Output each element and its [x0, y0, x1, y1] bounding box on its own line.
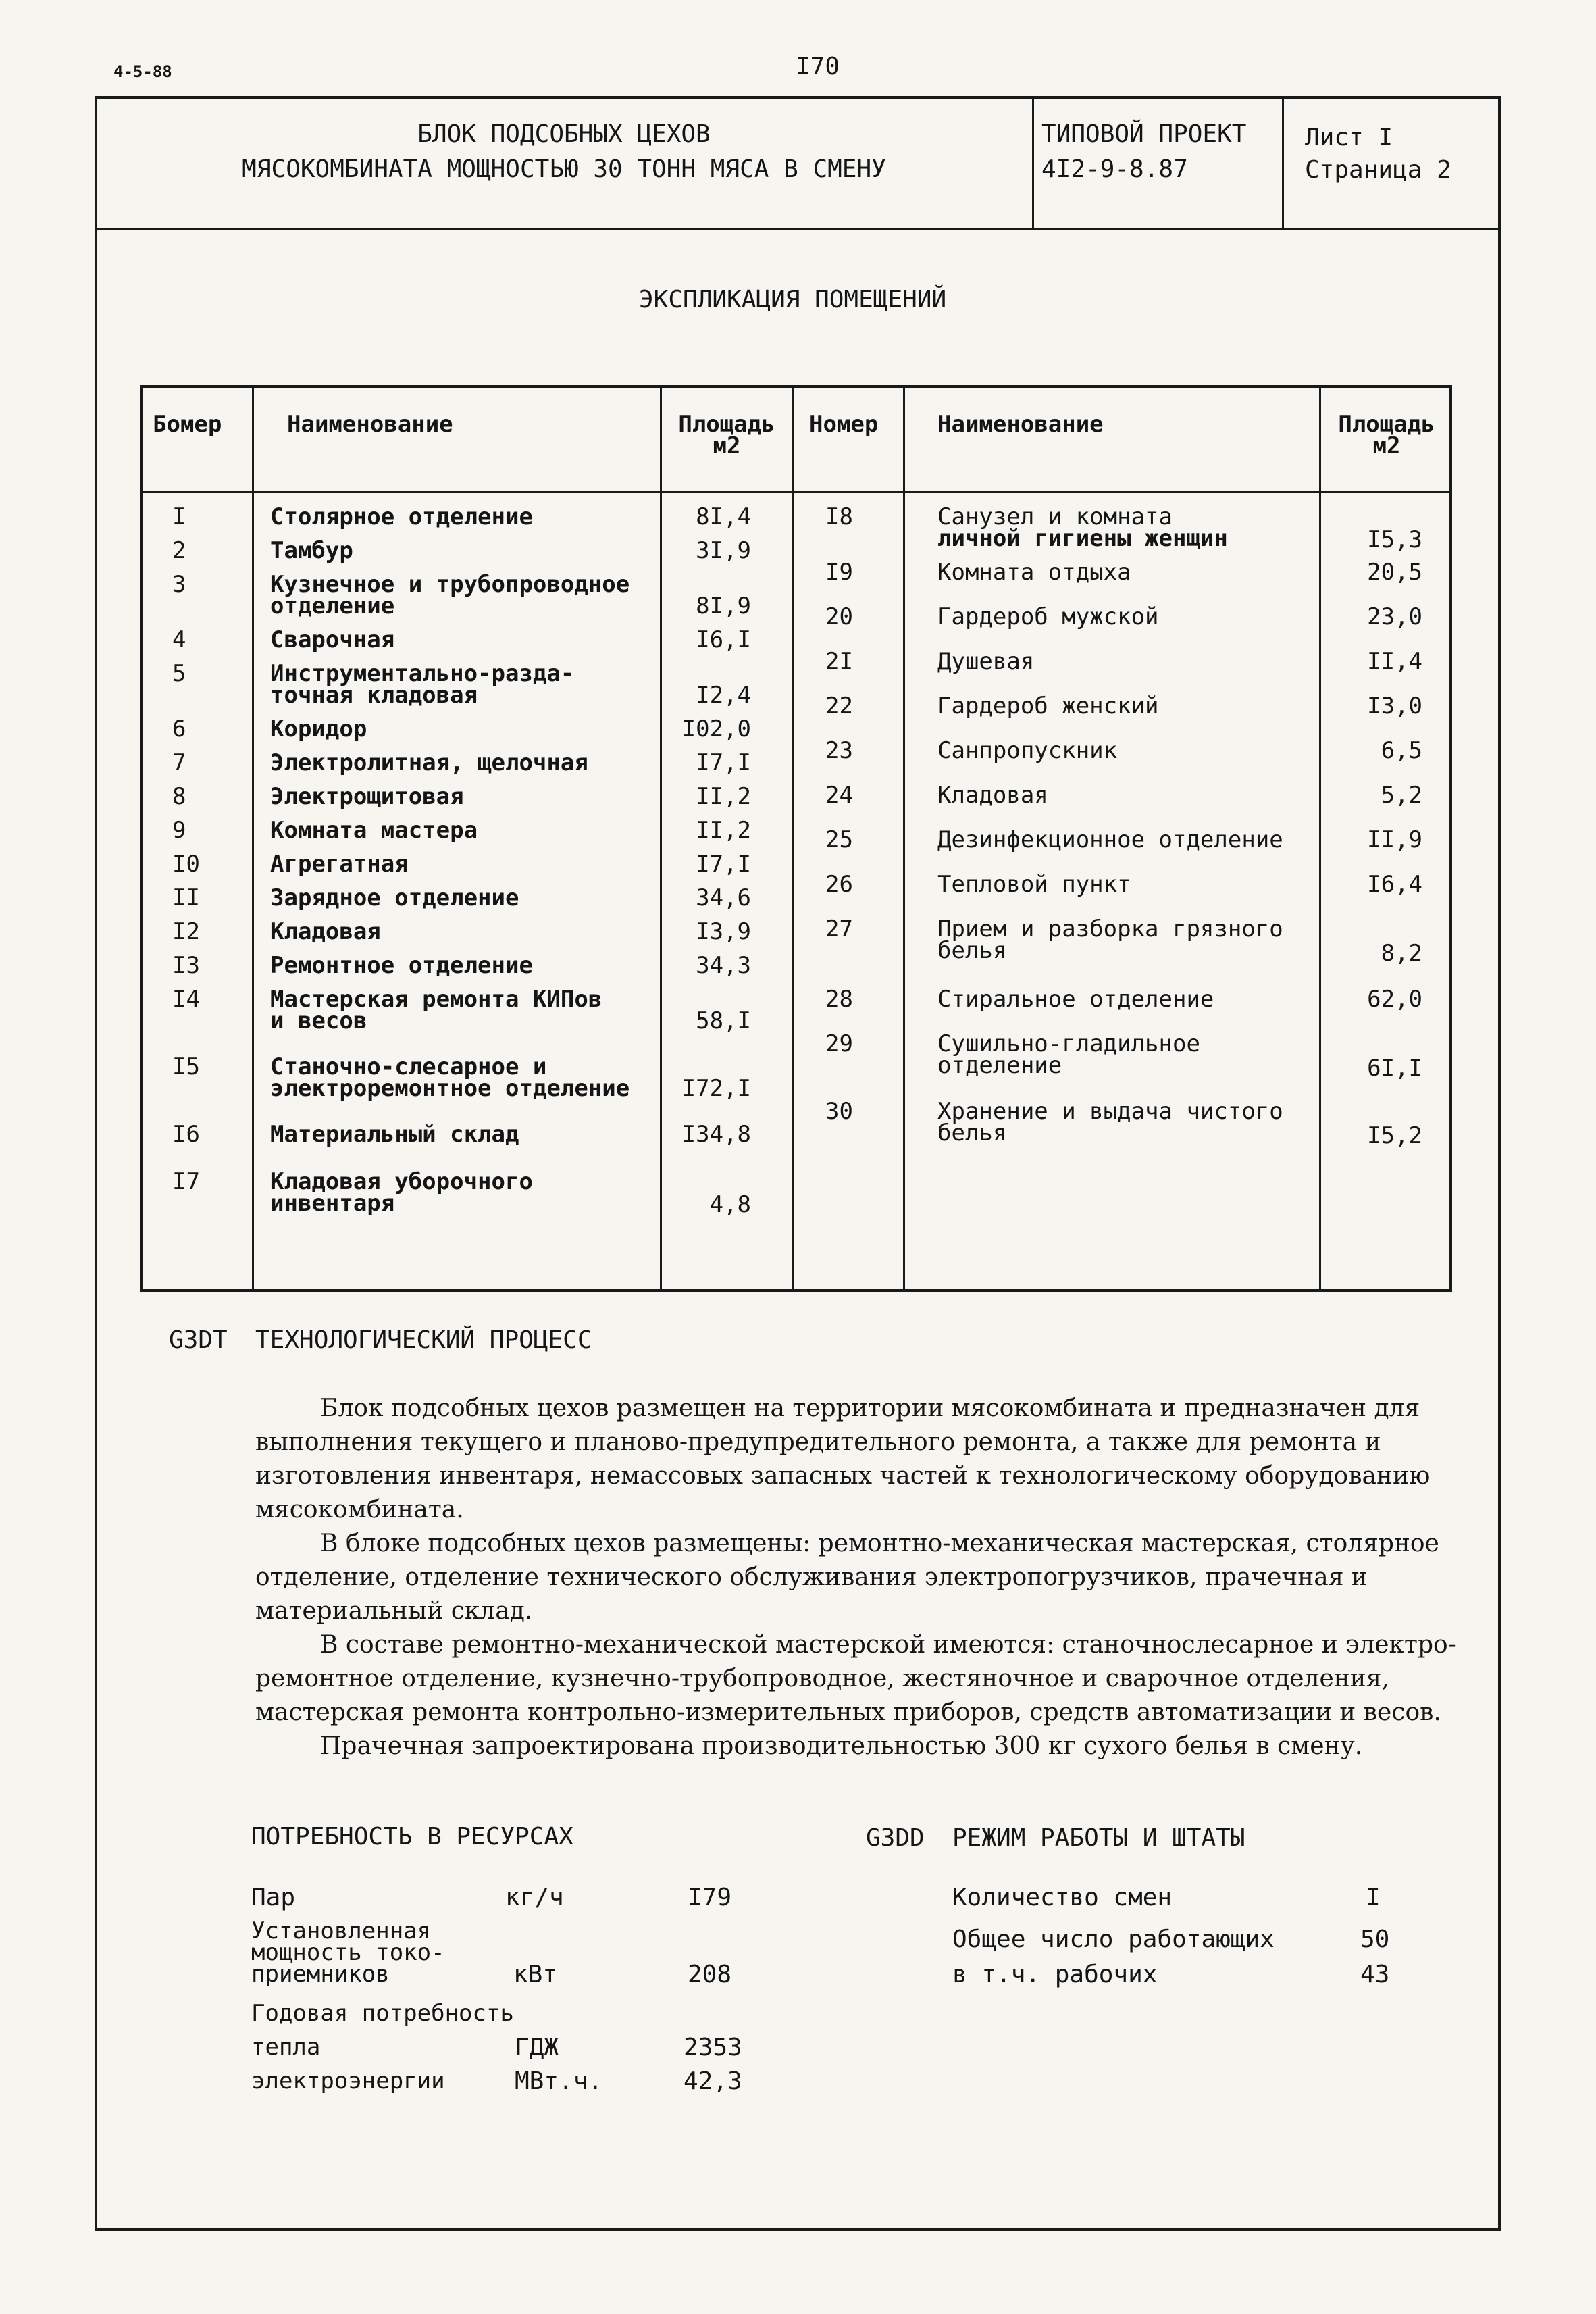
room-name: Материальный склад [270, 1121, 519, 1148]
document-code: 4-5-88 [113, 62, 172, 81]
room-area: 34,3 [696, 952, 751, 979]
room-name: электроремонтное отделение [270, 1075, 630, 1102]
header-number-left: Бомер [153, 411, 222, 438]
page-of-sheet: Страница 2 [1305, 156, 1451, 184]
resource-name: мощность токо- [251, 1939, 445, 1966]
resource-name: электроэнергии [251, 2067, 445, 2094]
room-area: 34,6 [696, 884, 751, 911]
room-number: 6 [172, 715, 186, 743]
room-name: Коридор [270, 715, 367, 743]
room-area: I3,0 [1367, 693, 1422, 720]
text-line: Прачечная запроектирована производительностью 300 кг сухого белья в смену. [320, 1732, 1363, 1760]
room-number: 25 [825, 826, 853, 853]
explication-title: ЭКСПЛИКАЦИЯ ПОМЕЩЕНИЙ [639, 286, 947, 313]
room-name: Комната мастера [270, 817, 478, 844]
room-number: 23 [825, 737, 853, 764]
room-area: 3I,9 [696, 537, 751, 564]
resource-unit: МВт.ч. [515, 2067, 603, 2095]
room-name: Агрегатная [270, 851, 409, 878]
room-name: Душевая [937, 648, 1035, 675]
room-name: Кузнечное и трубопроводное [270, 571, 630, 598]
room-name: Инструментально-разда- [270, 660, 575, 687]
room-name: Сушильно-гладильное [937, 1030, 1200, 1057]
room-area: II,2 [696, 783, 751, 810]
text-line: Блок подсобных цехов размещен на территории мясокомбината и предназначен для [320, 1394, 1420, 1422]
room-name: Мастерская ремонта КИПов [270, 986, 602, 1013]
room-name: Сварочная [270, 626, 395, 653]
resource-value: I79 [688, 1884, 732, 1911]
room-area: 8,2 [1381, 940, 1422, 967]
header-sep-1 [1032, 96, 1034, 228]
room-name: Кладовая [270, 918, 381, 945]
header-area-right-line2: м2 [1372, 432, 1401, 459]
room-number: I6 [172, 1121, 200, 1148]
room-name: Электрощитовая [270, 783, 464, 810]
room-number: I7 [172, 1168, 200, 1195]
room-number: 2I [825, 648, 853, 675]
room-number: I [172, 503, 186, 530]
header-area-right-line1: Площадь [1338, 411, 1435, 438]
room-name: белья [937, 937, 1007, 964]
room-name: личной гигиены женщин [937, 525, 1228, 552]
room-number: 22 [825, 693, 853, 720]
room-name: Станочно-слесарное и [270, 1053, 547, 1080]
room-area: II,9 [1367, 826, 1422, 853]
sheet-number: Лист I [1305, 124, 1393, 151]
room-name: Санузел и комната [937, 503, 1173, 530]
table-col-sep-4 [903, 385, 905, 1292]
room-name: Ремонтное отделение [270, 952, 533, 979]
room-number: 4 [172, 626, 186, 653]
room-area: 8I,9 [696, 593, 751, 620]
room-area: I72,I [681, 1075, 751, 1102]
staff-value: I [1366, 1884, 1381, 1911]
room-number: I3 [172, 952, 200, 979]
room-area: 4,8 [709, 1191, 751, 1218]
room-area: 6,5 [1381, 737, 1422, 764]
room-number: 7 [172, 749, 186, 776]
header-area-left-line2: м2 [713, 432, 741, 459]
project-label: ТИПОВОЙ ПРОЕКТ [1041, 120, 1247, 148]
room-area: I5,2 [1367, 1122, 1422, 1149]
room-name: белья [937, 1120, 1007, 1147]
process-text [255, 1392, 1464, 1763]
resource-unit: ГДЖ [515, 2034, 559, 2061]
room-area: I2,4 [696, 682, 751, 709]
room-area: I34,8 [681, 1121, 751, 1148]
header-name-right: Наименование [937, 411, 1104, 438]
room-area: I6,4 [1367, 871, 1422, 898]
room-number: 27 [825, 915, 853, 942]
room-name: и весов [270, 1007, 367, 1034]
room-name: Кладовая уборочного [270, 1168, 533, 1195]
header-name-left: Наименование [287, 411, 453, 438]
room-area: I6,I [696, 626, 751, 653]
header-number-right: Номер [809, 411, 879, 438]
resource-value: 208 [688, 1961, 732, 1988]
room-number: 2 [172, 537, 186, 564]
project-number: 4I2-9-8.87 [1041, 155, 1188, 183]
resource-name: Установленная [251, 1917, 432, 1944]
header-area-left-line1: Площадь [678, 411, 775, 438]
room-number: 9 [172, 817, 186, 844]
room-area: I5,3 [1367, 526, 1422, 553]
room-area: I3,9 [696, 918, 751, 945]
room-number: I5 [172, 1053, 200, 1080]
header-divider [95, 228, 1501, 230]
text-line: В блоке подсобных цехов размещены: ремонтно-механическая мастерская, столярное [320, 1530, 1439, 1557]
room-name: Санпропускник [937, 737, 1118, 764]
resource-name: Годовая потребность [251, 2000, 514, 2027]
room-name: отделение [937, 1052, 1062, 1079]
room-name: Прием и разборка грязного [937, 915, 1283, 942]
header-title-line2: МЯСОКОМБИНАТА МОЩНОСТЬЮ 30 ТОНН МЯСА В СМЕНУ [242, 155, 886, 183]
room-name: Тамбур [270, 537, 353, 564]
room-area: 62,0 [1367, 986, 1422, 1013]
room-number: 29 [825, 1030, 853, 1057]
room-area: II,4 [1367, 648, 1422, 675]
room-area: 58,I [696, 1007, 751, 1034]
text-line: изготовления инвентаря, немассовых запасных частей к технологическому оборудованию [255, 1462, 1431, 1490]
staff-value: 50 [1360, 1926, 1390, 1953]
room-name: Столярное отделение [270, 503, 533, 530]
room-name: Комната отдыха [937, 559, 1131, 586]
text-line: ремонтное отделение, кузнечно-трубопроводное, жестяночное и сварочное отделения, [255, 1665, 1389, 1692]
room-number: 5 [172, 660, 186, 687]
table-header-divider [140, 491, 1452, 493]
text-line: материальный склад. [255, 1597, 533, 1625]
room-number: 8 [172, 783, 186, 810]
resource-name: тепла [251, 2034, 321, 2061]
room-number: 26 [825, 871, 853, 898]
staff-label: Количество смен [952, 1884, 1173, 1911]
room-number: 28 [825, 986, 853, 1013]
process-title: ТЕХНОЛОГИЧЕСКИЙ ПРОЦЕСС [255, 1326, 592, 1354]
room-name: Хранение и выдача чистого [937, 1098, 1283, 1125]
staff-label: в т.ч. рабочих [952, 1961, 1158, 1988]
room-number: I0 [172, 851, 200, 878]
room-number: I2 [172, 918, 200, 945]
resource-unit: кг/ч [505, 1884, 564, 1911]
text-line: отделение, отделение технического обслуживания электропогрузчиков, прачечная и [255, 1563, 1368, 1591]
room-number: II [172, 884, 200, 911]
room-area: II,2 [696, 817, 751, 844]
staff-label: Общее число работающих [952, 1926, 1275, 1953]
staff-code: G3DD [866, 1824, 925, 1852]
text-line: выполнения текущего и планово-предупредительного ремонта, а также для ремонта и [255, 1428, 1381, 1456]
text-line: В составе ремонтно-механической мастерской имеются: станочнослесарное и электро- [320, 1631, 1456, 1659]
text-line: мастерская ремонта контрольно-измерительных приборов, средств автоматизации и весов. [255, 1699, 1441, 1726]
room-name: Гардероб мужской [937, 603, 1159, 630]
room-name: Тепловой пункт [937, 871, 1131, 898]
room-area: 8I,4 [696, 503, 751, 530]
room-number: 3 [172, 571, 186, 598]
header-sep-2 [1282, 96, 1284, 228]
text-line: мясокомбината. [255, 1496, 464, 1524]
resource-name: Пар [251, 1884, 296, 1911]
room-name: Стиральное отделение [937, 986, 1214, 1013]
room-number: 30 [825, 1098, 853, 1125]
resource-name: приемников [251, 1961, 390, 1988]
resource-value: 2353 [684, 2034, 742, 2061]
room-area: 5,2 [1381, 782, 1422, 809]
room-number: 20 [825, 603, 853, 630]
room-area: I7,I [696, 851, 751, 878]
room-name: отделение [270, 593, 395, 620]
page-number: I70 [796, 53, 840, 80]
room-area: 20,5 [1367, 559, 1422, 586]
resources-title: ПОТРЕБНОСТЬ В РЕСУРСАХ [251, 1823, 573, 1851]
room-number: 24 [825, 782, 853, 809]
room-area: I02,0 [681, 715, 751, 743]
room-area: 6I,I [1367, 1055, 1422, 1082]
room-number: I9 [825, 559, 853, 586]
room-area: I7,I [696, 749, 751, 776]
resource-value: 42,3 [684, 2067, 742, 2095]
room-name: инвентаря [270, 1190, 395, 1217]
process-code: G3DT [169, 1326, 228, 1354]
room-name: Зарядное отделение [270, 884, 519, 911]
table-col-sep-1 [252, 385, 254, 1292]
table-col-sep-3 [792, 385, 794, 1292]
room-number: I4 [172, 986, 200, 1013]
resource-unit: кВт [513, 1961, 558, 1988]
header-title-line1: БЛОК ПОДСОБНЫХ ЦЕХОВ [417, 120, 711, 148]
room-name: Электролитная, щелочная [270, 749, 588, 776]
room-name: Кладовая [937, 782, 1048, 809]
staff-value: 43 [1360, 1961, 1390, 1988]
room-area: 23,0 [1367, 603, 1422, 630]
staff-title: РЕЖИМ РАБОТЫ И ШТАТЫ [952, 1824, 1245, 1852]
room-name: Гардероб женский [937, 693, 1159, 720]
room-name: точная кладовая [270, 682, 478, 709]
room-number: I8 [825, 503, 853, 530]
room-name: Дезинфекционное отделение [937, 826, 1283, 853]
